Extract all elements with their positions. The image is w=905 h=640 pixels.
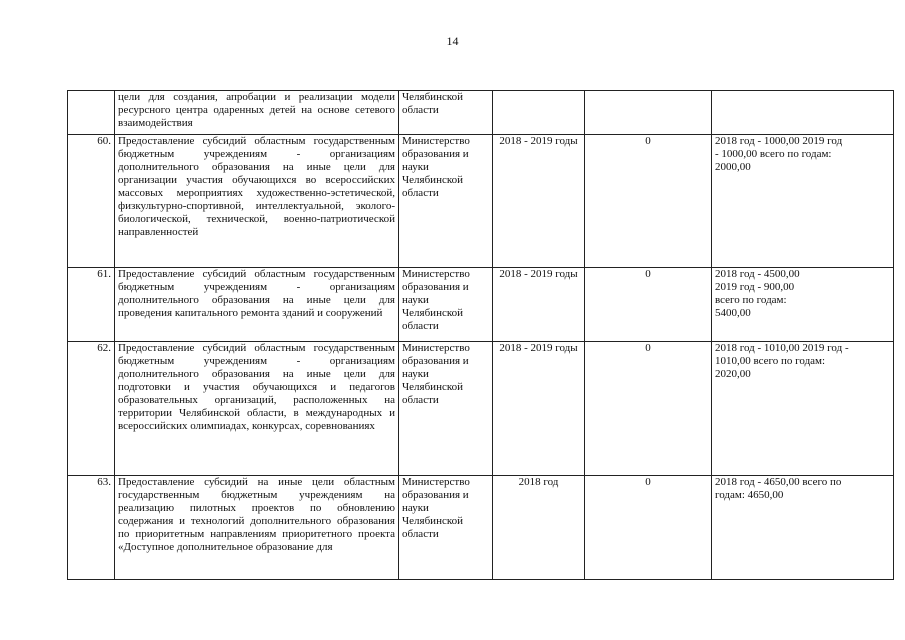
table-row <box>68 91 894 135</box>
table-row <box>68 135 894 268</box>
activity-description: Предоставление субсидий областным государственным бюджетным учреждениям - организациям дополнительного образования на иные цели для проведения капитального ремонта зданий и сооружений <box>115 268 399 342</box>
executor: Министерство образования и науки Челябинской области <box>399 342 493 476</box>
executor: Министерство образования и науки Челябинской области <box>399 476 493 580</box>
funding: 2018 год - 4500,00 2019 год - 900,00 всего по годам: 5400,00 <box>712 268 894 342</box>
amount: 0 <box>585 135 712 268</box>
executor: Челябинской области <box>399 91 493 135</box>
funding: 2018 год - 4650,00 всего по годам: 4650,00 <box>712 476 894 580</box>
period: 2018 - 2019 годы <box>493 342 585 476</box>
row-number: 61. <box>68 268 115 342</box>
table-row <box>68 476 894 580</box>
row-number: 60. <box>68 135 115 268</box>
program-activities-table <box>67 90 894 580</box>
row-number <box>68 91 115 135</box>
activity-description: цели для создания, апробации и реализации модели ресурсного центра одаренных детей на основе сетевого взаимодействия <box>115 91 399 135</box>
amount <box>585 91 712 135</box>
table-row <box>68 268 894 342</box>
amount: 0 <box>585 268 712 342</box>
table-row <box>68 342 894 476</box>
activity-description: Предоставление субсидий на иные цели областным государственным бюджетным учреждениям на реализацию пилотных проектов по обновлению содержания и технологий дополнительного образования по приоритетным направлениям приоритетного проекта «Доступное дополнительное образование для <box>115 476 399 580</box>
amount: 0 <box>585 342 712 476</box>
period: 2018 - 2019 годы <box>493 135 585 268</box>
period: 2018 - 2019 годы <box>493 268 585 342</box>
funding <box>712 91 894 135</box>
activity-description: Предоставление субсидий областным государственным бюджетным учреждениям - организациям дополнительного образования на иные цели для организации участия обучающихся во всероссийских массовых мероприятиях художественно-эстетической, физкультурно-спортивной, интеллектуальной, эколого-биологической, технической, военно-патриотической направленностей <box>115 135 399 268</box>
executor: Министерство образования и науки Челябинской области <box>399 135 493 268</box>
executor: Министерство образования и науки Челябинской области <box>399 268 493 342</box>
funding: 2018 год - 1010,00 2019 год - 1010,00 всего по годам: 2020,00 <box>712 342 894 476</box>
funding: 2018 год - 1000,00 2019 год - 1000,00 всего по годам: 2000,00 <box>712 135 894 268</box>
period <box>493 91 585 135</box>
activity-description: Предоставление субсидий областным государственным бюджетным учреждениям - организациям дополнительного образования на иные цели для подготовки и участия обучающихся и педагогов образовательных организаций, расположенных на территории Челябинской области, в международных и всероссийских олимпиадах, конкурсах, соревнованиях <box>115 342 399 476</box>
period: 2018 год <box>493 476 585 580</box>
amount: 0 <box>585 476 712 580</box>
row-number: 63. <box>68 476 115 580</box>
page-number: 14 <box>446 34 459 48</box>
row-number: 62. <box>68 342 115 476</box>
